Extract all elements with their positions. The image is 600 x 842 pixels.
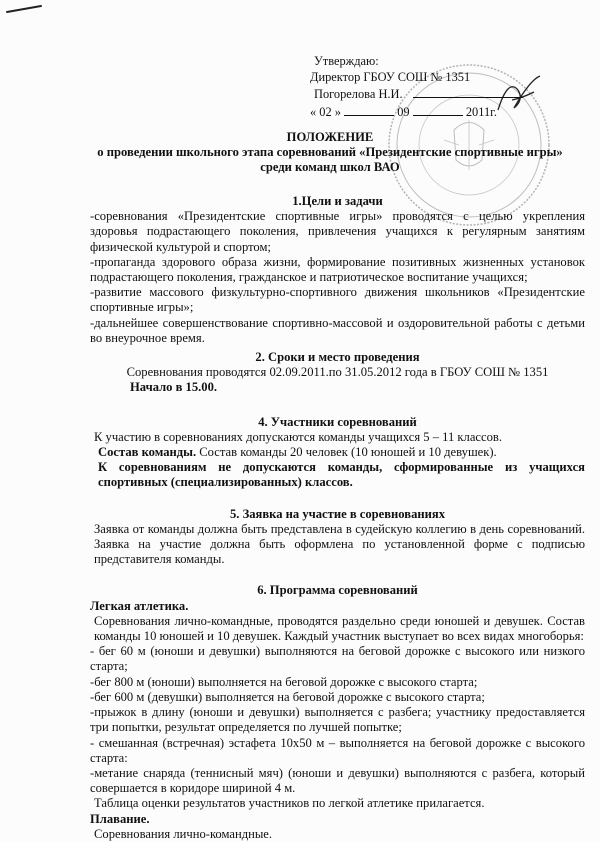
title-scope: среди команд школ ВАО (260, 160, 400, 175)
section-5-heading: 5. Заявка на участие в соревнованиях (229, 506, 446, 521)
event-item: -бег 600 м (девушки) выполняется на беговой дорожке с высокого старта; (90, 689, 485, 704)
section-4-heading: 4. Участники соревнований (258, 414, 417, 429)
scoring-table-note: Таблица оценки результатов участников по легкой атлетике прилагается. (94, 796, 485, 811)
title-heading: ПОЛОЖЕНИЕ (286, 130, 374, 144)
director-position: Директор ГБОУ СОШ № 1351 (310, 69, 471, 84)
participants-text: К участию в соревнованиях допускаются команды учащихся 5 – 11 классов. (94, 429, 502, 444)
event-item: - бег 60 м (юноши и девушки) выполняются на беговой дорожке с высокого или низкого старта; (90, 644, 585, 674)
team-composition: Состав команды. Состав команды 20 человек (10 юношей и 10 девушек). (98, 445, 497, 460)
goal-item: -соревнования «Президентские спортивные игры» проводятся с целью укрепления здоровья подрастающего поколения, привлечения учащихся к регулярным занятиям физической культурой и спортом; (90, 209, 585, 254)
goal-item: -развитие массового физкультурно-спортивного движения школьников «Президентские спортивные игры»; (90, 285, 585, 315)
event-item: -прыжок в длину (юноши и девушки) выполняется с разбега; участнику предоставляется три попытки, результат определяется по лучшей попытке; (90, 705, 585, 735)
event-item: - смешанная (встречная) эстафета 10х50 м – выполняется на беговой дорожке с высокого старта: (90, 735, 585, 765)
exclusion-rule: К соревнованиям не допускаются команды, сформированные из учащихся спортивных (специализированных) классов. (98, 460, 585, 490)
athletics-label: Легкая атлетика. (90, 598, 189, 613)
goal-item: -пропаганда здорового образа жизни, формирование позитивных жизненных установок подрастающего поколения, гражданское и патриотическое воспитание учащихся; (90, 254, 585, 285)
start-time: Начало в 15.00. (130, 380, 218, 395)
approval-label: Утверждаю: (314, 54, 379, 68)
title-subject: о проведении школьного этапа соревнований «Президентские спортивные игры» (97, 145, 563, 160)
application-text: Заявка от команды должна быть представлена в судейскую коллегию в день соревнований. Заявка на участие должна быть оформлена по установленной форме с подписью представителя команды. (94, 521, 585, 567)
section-1-heading: 1.Цели и задачи (292, 194, 383, 208)
corner-pen-mark (6, 5, 42, 13)
goal-item: -дальнейшее совершенствование спортивно-массовой и оздоровительной работы с детьми во внеурочное время. (90, 315, 585, 345)
athletics-intro: Соревнования лично-командные, проводятся раздельно среди юношей и девушек. Состав команды 10 юношей и 10 девушек. Каждый участник выступает во всех видах многоборья: (94, 613, 585, 644)
section-2-heading: 2. Сроки и место проведения (255, 350, 420, 365)
event-item: -метание снаряда (теннисный мяч) (юноши и девушки) выполняются с разбега, который совершается в коридоре шириной 4 м. (90, 765, 585, 796)
swimming-label: Плавание. (90, 811, 150, 826)
swimming-text: Соревнования лично-командные. (94, 826, 273, 841)
approval-block (310, 54, 590, 120)
document-title (80, 130, 580, 176)
event-item: -бег 800 м (юноши) выполняется на беговой дорожке с высокого старта; (90, 674, 478, 689)
section-6-heading: 6. Программа соревнований (257, 583, 418, 598)
document-body (90, 190, 585, 842)
director-name: Погорелова Н.И. (310, 85, 590, 103)
approval-date: « 02 » 09 2011г. (310, 104, 497, 119)
dates-text: Соревнования проводятся 02.09.2011.по 31.05.2012 года в ГБОУ СОШ № 1351 (126, 365, 549, 380)
